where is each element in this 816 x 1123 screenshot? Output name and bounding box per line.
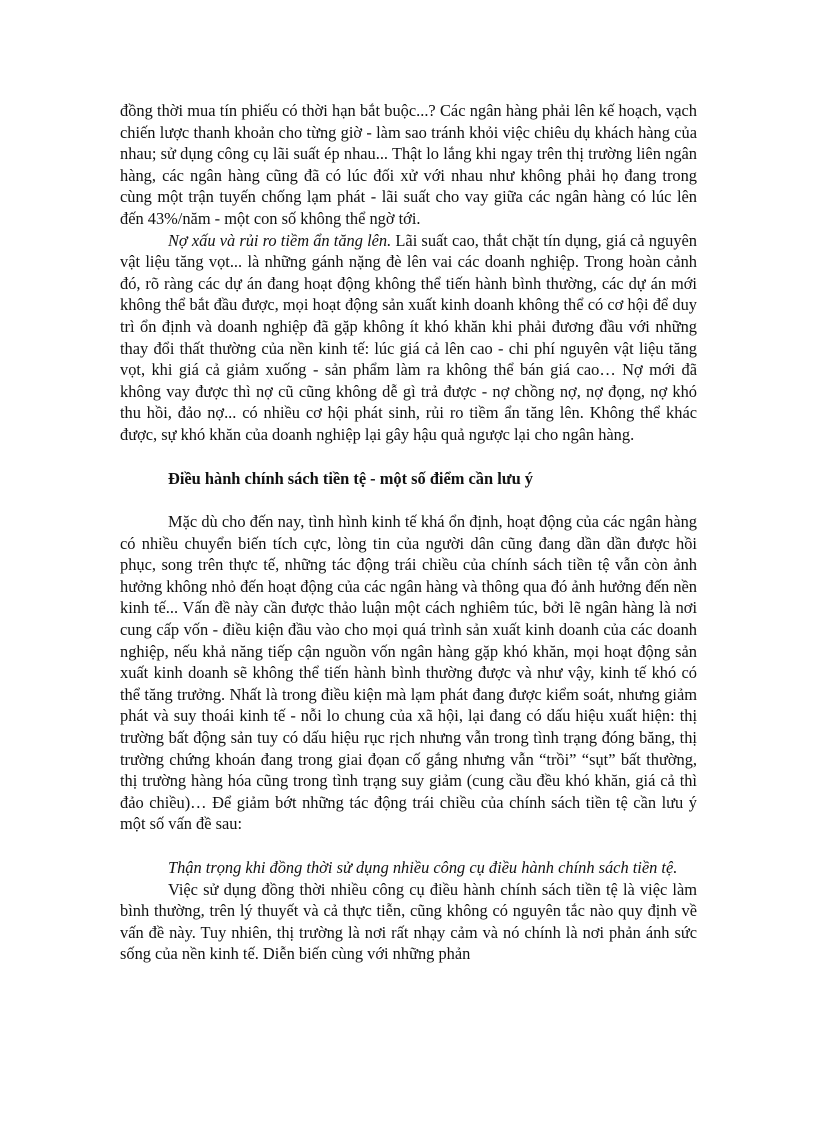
- paragraph-1: đồng thời mua tín phiếu có thời hạn bắt buộc...? Các ngân hàng phải lên kế hoạch, vạch chiến lược thanh khoản cho từng giờ - làm sao tránh khỏi việc chiêu dụ khách hàng của nhau; sử dụng công cụ lãi suất ép nhau... Thật lo lắng khi ngay trên thị trường liên ngân hàng, các ngân hàng cũng đã có lúc đối xử với nhau như không phải họ đang trong cùng một trận tuyến chống lạm phát - lãi suất cho vay giữa các ngân hàng có lúc lên đến 43%/năm - một con số không thể ngờ tới.: [120, 101, 697, 228]
- paragraph-2: [120, 230, 697, 446]
- paragraph-2-lead: Nợ xấu và rủi ro tiềm ẩn tăng lên.: [168, 230, 392, 250]
- paragraph-2-body: Lãi suất cao, thắt chặt tín dụng, giá cả nguyên vật liệu tăng vọt... là những gánh nặng đè lên vai các doanh nghiệp. Trong hoàn cảnh đó, rõ ràng các dự án đang hoạt động không thể tiến hành bình thường, các dự án mới không thể bắt đầu được, mọi hoạt động sản xuất kinh doanh không thể có cơ hội để duy trì ổn định và doanh nghiệp đã gặp không ít khó khăn khi phải đương đầu với những thay đổi thất thường của nền kinh tế: lúc giá cả lên cao - chi phí nguyên vật liệu tăng vọt, khi giá cả giảm xuống - sản phẩm làm ra không thể bán giá cao… Nợ mới đã không vay được thì nợ cũ cũng không dễ gì trả được - nợ chồng nợ, nợ đọng, nợ khó thu hồi, đảo nợ... có nhiều cơ hội phát sinh, rủi ro tiềm ẩn tăng lên. Không thể khác được, sự khó khăn của doanh nghiệp lại gây hậu quả ngược lại cho ngân hàng.: [120, 230, 698, 444]
- spacer: [120, 446, 697, 468]
- document-page: [120, 100, 697, 965]
- section-heading: Điều hành chính sách tiền tệ - một số điểm cần lưu ý: [168, 468, 533, 488]
- paragraph-3: Mặc dù cho đến nay, tình hình kinh tế khá ổn định, hoạt động của các ngân hàng có nhiều chuyển biến tích cực, lòng tin của người dân cũng đang dần dần được hồi phục, song trên thực tế, những tác động trái chiều của chính sách tiền tệ vẫn còn ảnh hưởng không nhỏ đến hoạt động của các ngân hàng và thông qua đó ảnh hưởng đến nền kinh tế... Vấn đề này cần được thảo luận một cách nghiêm túc, bởi lẽ ngân hàng là nơi cung cấp vốn - điều kiện đầu vào cho mọi quá trình sản xuất kinh doanh của các doanh nghiệp, nếu khả năng tiếp cận nguồn vốn ngân hàng gặp khó khăn, mọi hoạt động sản xuất kinh doanh sẽ không thể tiến hành bình thường được và như vậy, kinh tế khó có thể tăng trưởng. Nhất là trong điều kiện mà lạm phát đang được kiểm soát, nhưng giảm phát và suy thoái kinh tế - nỗi lo chung của xã hội, lại đang có dấu hiệu xuất hiện: thị trường bất động sản tuy có dấu hiệu rục rịch nhưng vẫn trong tình trạng đóng băng, thị trường chứng khoán đang trong giai đọan cố gắng nhưng vẫn “trồi” “sụt” bất thường, thị trường hàng hóa cũng trong tình trạng suy giảm (cung cầu đều khó khăn, giá cả thì đảo chiều)… Để giảm bớt những tác động trái chiều của chính sách tiền tệ cần lưu ý một số vấn đề sau:: [120, 512, 697, 834]
- subsection-heading: Thận trọng khi đồng thời sử dụng nhiều công cụ điều hành chính sách tiền tệ.: [168, 858, 678, 877]
- spacer: [120, 489, 697, 511]
- paragraph-4: Việc sử dụng đồng thời nhiều công cụ điều hành chính sách tiền tệ là việc làm bình thường, trên lý thuyết và cả thực tiễn, cũng không có nguyên tắc nào quy định về vấn đề này. Tuy nhiên, thị trường là nơi rất nhạy cảm và nó chính là nơi phản ánh sức sống của nền kinh tế. Diễn biến cùng với những phản: [120, 879, 697, 964]
- spacer: [120, 835, 697, 857]
